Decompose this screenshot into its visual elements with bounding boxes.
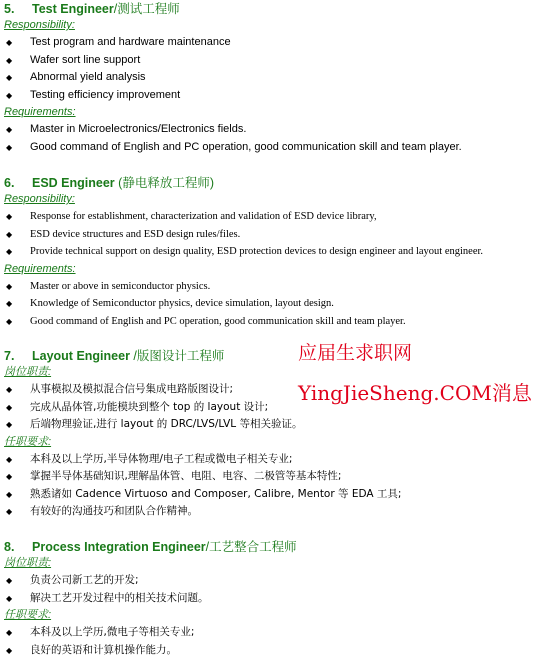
bullet-icon: ◆ [6,420,13,429]
requirements-heading: 任职要求: [4,435,52,448]
job-process-integration-engineer [0,539,556,659]
bullet-icon: ◆ [6,454,13,464]
job-title [4,1,556,17]
responsibility-heading: Responsibility: [4,19,75,31]
bullet-icon: ◆ [6,247,13,256]
watermark-line-2: YingJieSheng.COM消息 [298,381,532,405]
bullet-icon: ◆ [6,507,13,516]
bullet-icon: ◆ [6,385,13,394]
job-title [4,348,556,364]
bullet-icon: ◆ [6,73,13,82]
job-title-cn: /工艺整合工程师 [205,540,297,554]
list-item: ◆ Master in Microelectronics/Electronics fields. [0,121,556,139]
responsibility-heading: Responsibility: [4,193,75,205]
job-title-en: Process Integration Engineer [32,540,206,554]
list-item: ◆ Testing efficiency improvement [0,87,556,105]
job-title-en: Test Engineer [32,2,114,16]
list-item: ◆ Good command of English and PC operation, good communication skill and team player. [0,313,556,331]
job-layout-engineer [0,348,556,521]
list-item: ◆ 负责公司新工艺的开发; [0,572,556,590]
bullet-icon: ◆ [6,489,13,499]
bullet-icon: ◆ [6,593,13,603]
job-title-cn: (静电释放工程师) [118,176,214,190]
list-item: ◆ Test program and hardware maintenance [0,34,556,52]
list-item: ◆ 良好的英语和计算机操作能力。 [0,642,556,660]
job-title [4,539,556,555]
requirements-heading: Requirements: [4,262,76,275]
list-item: ◆ 掌握半导体基础知识,理解晶体管、电阻、电容、二极管等基本特性; [0,468,556,486]
list-item: ◆ 完成从晶体管,功能模块到整个 top 的 layout 设计; [0,399,556,417]
list-item: ◆ 有较好的沟通技巧和团队合作精神。 [0,503,556,521]
requirements-heading: 任职要求: [4,609,52,621]
list-item: ◆ ESD device structures and ESD design rules/files. [0,226,556,244]
list-item: ◆ Knowledge of Semiconductor physics, device simulation, layout design. [0,295,556,313]
job-title-en: ESD Engineer [32,176,115,190]
list-item: ◆ Wafer sort line support [0,52,556,70]
requirements-heading: Requirements: [4,106,76,118]
list-item: ◆ 本科及以上学历,微电子等相关专业; [0,624,556,642]
watermark-line-1: 应届生求职网 [298,342,413,364]
bullet-icon: ◆ [6,125,13,134]
job-title [4,175,556,191]
bullet-icon: ◆ [6,212,13,221]
job-test-engineer [0,1,556,156]
bullet-icon: ◆ [6,142,13,152]
list-item: ◆ 从事模拟及模拟混合信号集成电路版图设计; [0,381,556,399]
bullet-icon: ◆ [6,576,13,585]
list-item: ◆ Master or above in semiconductor physics. [0,278,556,296]
bullet-icon: ◆ [6,299,13,308]
job-title-en: Layout Engineer [32,349,130,363]
bullet-icon: ◆ [6,55,13,65]
bullet-icon: ◆ [6,38,13,47]
bullet-icon: ◆ [6,316,13,326]
list-item: ◆ 后端物理验证,进行 layout 的 DRC/LVS/LVL 等相关验证。 [0,416,556,434]
list-item: ◆ 解决工艺开发过程中的相关技术问题。 [0,590,556,608]
job-number: 8. [4,540,15,554]
bullet-icon: ◆ [6,628,13,637]
responsibility-heading: 岗位职责: [4,366,52,378]
job-number: 6. [4,176,15,190]
job-title-cn: /测试工程师 [113,2,180,16]
list-item: ◆ Abnormal yield analysis [0,69,556,87]
bullet-icon: ◆ [6,281,13,291]
responsibility-heading: 岗位职责: [4,557,52,569]
job-esd-engineer [0,175,556,330]
job-number: 5. [4,2,15,16]
bullet-icon: ◆ [6,472,13,481]
list-item: ◆ 熟悉诸如 Cadence Virtuoso and Composer, Calibre, Mentor 等 EDA 工具; [0,486,556,504]
bullet-icon: ◆ [6,645,13,655]
bullet-icon: ◆ [6,229,13,239]
list-item: ◆ Good command of English and PC operation, good communication skill and team player. [0,139,556,157]
list-item: ◆ 本科及以上学历,半导体物理/电子工程或微电子相关专业; [0,451,556,469]
list-item: ◆ Response for establishment, characterization and validation of ESD device library, [0,208,556,226]
list-item: ◆ Provide technical support on design quality, ESD protection devices to design engineer and layout engineer. [0,243,556,261]
bullet-icon: ◆ [6,402,13,412]
job-title-cn: /版图设计工程师 [133,349,225,363]
job-number: 7. [4,349,15,363]
bullet-icon: ◆ [6,90,13,100]
